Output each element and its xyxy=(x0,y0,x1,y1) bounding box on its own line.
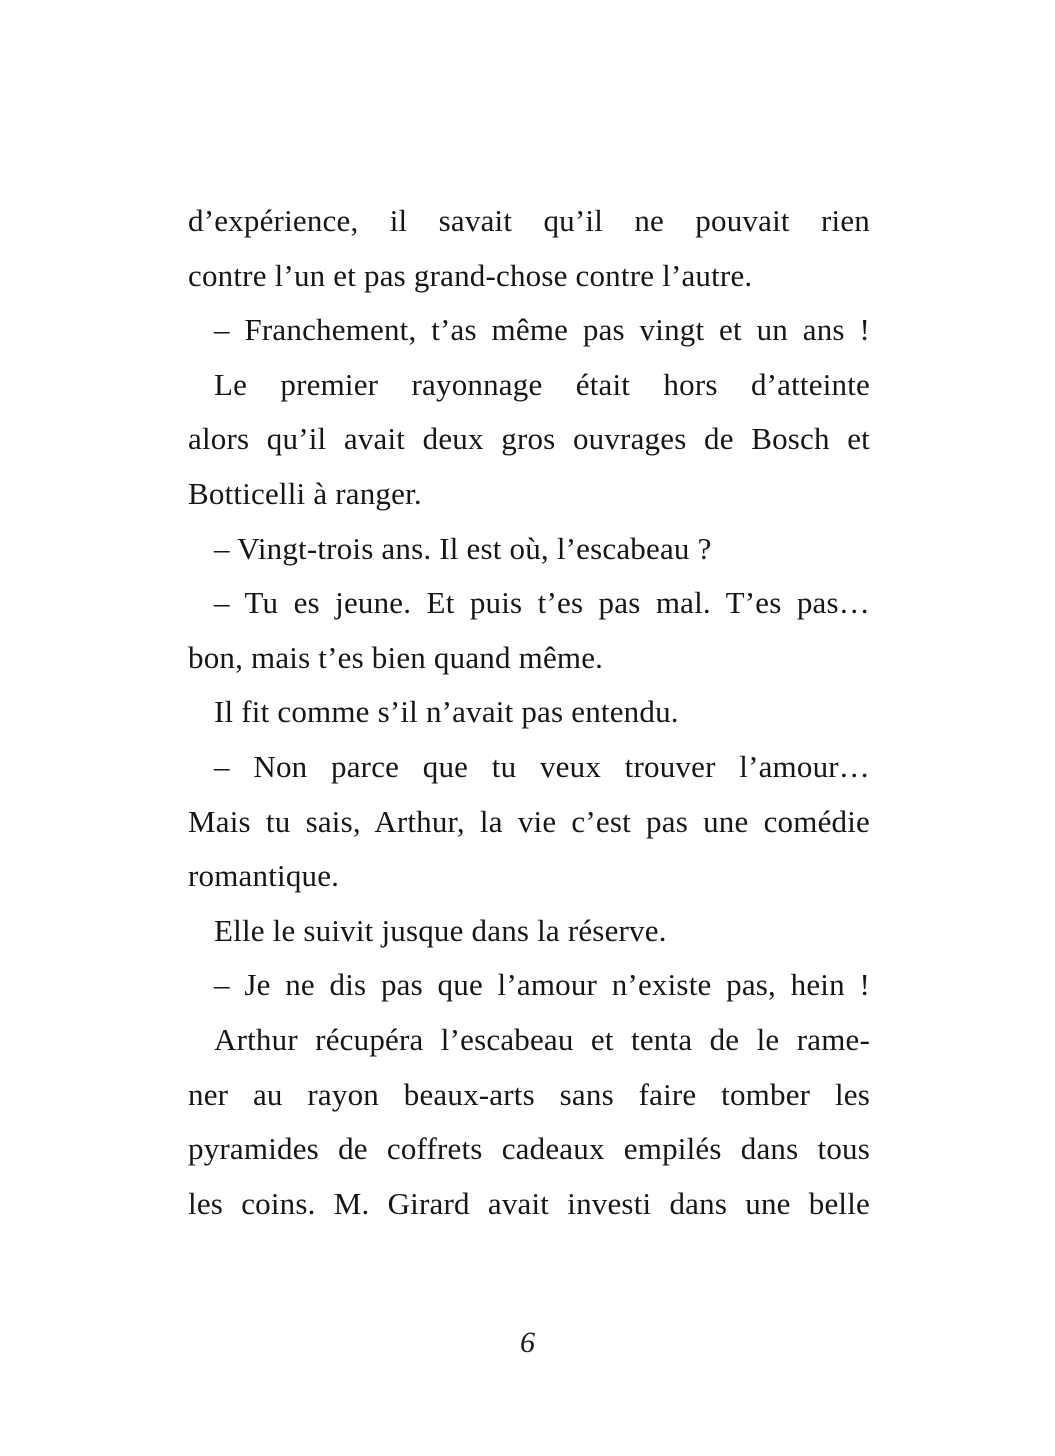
text-line: – Je ne dis pas que l’amour n’existe pas, hein ! xyxy=(214,967,870,1003)
text-line: Botticelli à ranger. xyxy=(188,475,422,511)
page-number: 6 xyxy=(520,1326,535,1359)
page-text xyxy=(188,194,870,1231)
text-line: Le premier rayonnage était hors d’atteinte xyxy=(214,366,870,402)
text-line: – Vingt-trois ans. Il est où, l’escabeau ? xyxy=(214,530,712,566)
text-line: – Tu es jeune. Et puis t’es pas mal. T’es pas… xyxy=(214,585,870,621)
text-line: Arthur récupéra l’escabeau et tenta de le rame- xyxy=(214,1021,870,1057)
text-line: Il fit comme s’il n’avait pas entendu. xyxy=(214,694,679,730)
text-line: – Non parce que tu veux trouver l’amour… xyxy=(214,748,870,784)
text-line: les coins. M. Girard avait investi dans une belle xyxy=(188,1185,870,1221)
text-line: pyramides de coffrets cadeaux empilés dans tous xyxy=(188,1131,870,1167)
text-line: d’expérience, il savait qu’il ne pouvait rien xyxy=(188,203,870,238)
text-line: Mais tu sais, Arthur, la vie c’est pas une comédie xyxy=(188,803,870,839)
text-line: contre l’un et pas grand-chose contre l’autre. xyxy=(188,257,753,293)
text-line: – Franchement, t’as même pas vingt et un ans ! xyxy=(214,312,870,348)
text-line: bon, mais t’es bien quand même. xyxy=(188,639,604,675)
text-line: Elle le suivit jusque dans la réserve. xyxy=(214,912,667,948)
text-line: romantique. xyxy=(188,858,340,894)
text-line: alors qu’il avait deux gros ouvrages de Bosch et xyxy=(188,421,870,457)
text-line: ner au rayon beaux-arts sans faire tomber les xyxy=(188,1076,870,1112)
